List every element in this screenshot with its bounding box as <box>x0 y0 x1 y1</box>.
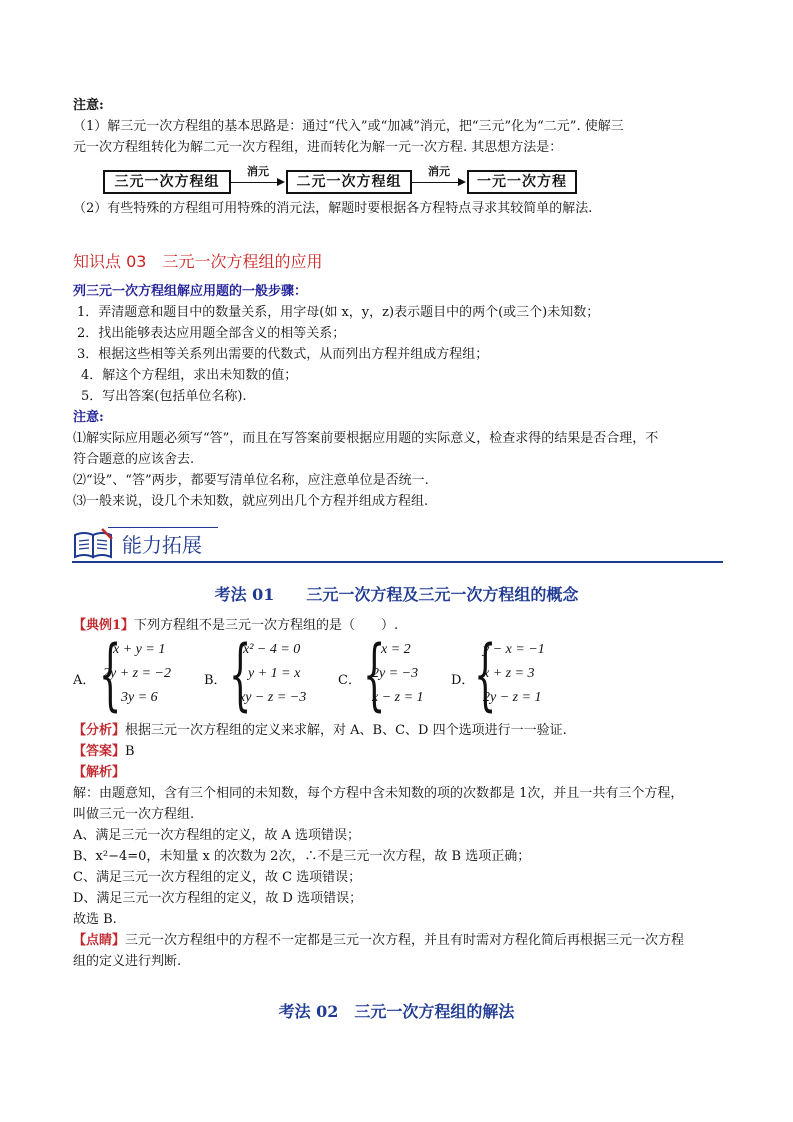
kp03-note-1: ⑴解实际应用题必须写“答”，而且在写答案前要根据应用题的实际意义，检查求得的结果是否合理，不 <box>73 431 659 446</box>
kf01-title: 考法 01 三元一次方程及三元一次方程组的概念 <box>214 585 579 604</box>
option-a-eq1: x + y = 1 <box>113 642 166 657</box>
kp03-note-2: ⑵“设”、“答”两步，都要写清单位名称，应注意单位是否统一. <box>73 473 429 488</box>
option-b-eq3: xy − z = −3 <box>239 690 307 705</box>
jiexi-line-7: 故选 B. <box>73 912 117 927</box>
option-b-label: B． <box>204 673 227 688</box>
example-text: 下列方程组不是三元一次方程组的是（ ）. <box>134 618 399 633</box>
jiexi-line-3: A、满足三元一次方程组的定义，故 A 选项错误； <box>73 828 361 843</box>
kp03-step-1: 1．弄清题意和题目中的数量关系，用字母(如 x，y，z)表示题目中的两个(或三个)未知数； <box>77 305 600 320</box>
option-c-brace: { <box>363 630 386 720</box>
jiexi-line-2: 叫做三元一次方程组. <box>73 807 195 822</box>
kf02-title: 考法 02 三元一次方程组的解法 <box>278 1002 515 1021</box>
flow-box-one-var: 一元一次方程 <box>467 170 577 194</box>
answer <box>73 744 135 760</box>
kp03-step-3: 3．根据这些相等关系列出需要的代数式，从而列出方程并组成方程组； <box>77 347 489 362</box>
jiexi-line-5: C、满足三元一次方程组的定义，故 C 选项错误； <box>73 870 362 885</box>
note-line-3: （2）有些特殊的方程组可用特殊的消元法，解题时要根据各方程特点寻求其较简单的解法. <box>73 201 593 216</box>
analysis-text: 根据三元一次方程组的定义来求解，对 A、B、C、D 四个选项进行一一验证. <box>125 723 567 738</box>
answer-text: B <box>125 744 135 759</box>
jiexi-tag: 【解析】 <box>73 765 126 780</box>
option-c-eq2: 2y = −3 <box>372 666 419 681</box>
kp03-title: 知识点 03 三元一次方程组的应用 <box>73 252 323 271</box>
note-line-1: （1）解三元一次方程组的基本思路是：通过“代入”或“加减”消元，把“三元”化为“二元”. 使解三 <box>73 119 624 134</box>
option-d-eq2: x + z = 3 <box>483 666 535 681</box>
jiexi-line-6: D、满足三元一次方程组的定义，故 D 选项错误； <box>73 891 363 906</box>
option-a-brace: { <box>99 630 122 720</box>
kp03-note-3: ⑶一般来说，设几个未知数，就应列出几个方程并组成方程组. <box>73 494 429 509</box>
analysis-tag: 【分析】 <box>73 723 126 738</box>
kp03-note-1b: 符合题意的应该舍去. <box>73 452 195 467</box>
section-divider <box>72 561 723 563</box>
jiexi-line-1: 解：由题意知，含有三个相同的未知数，每个方程中含未知数的项的次数都是 1次，并且一共有三个方程， <box>73 786 684 801</box>
dianjing-tag: 【点睛】 <box>73 933 126 948</box>
note-line-2: 元一次方程组转化为解二元一次方程组，进而转化为解一元一次方程. 其思想方法是： <box>73 140 563 155</box>
option-a-label: A． <box>73 673 96 688</box>
option-d-brace: { <box>474 630 497 720</box>
dianjing <box>73 933 684 949</box>
option-d-eq1: y − x = −1 <box>483 642 545 657</box>
kp03-step-2: 2．找出能够表达应用题全部含义的相等关系； <box>77 326 346 341</box>
option-b-brace: { <box>229 630 252 720</box>
arrowhead-2 <box>458 178 466 186</box>
option-b-eq2: y + 1 = x <box>248 666 301 681</box>
option-a-eq3: 3y = 6 <box>121 690 158 705</box>
kp03-steps-heading: 列三元一次方程组解应用题的一般步骤： <box>73 284 308 299</box>
option-c-label: C． <box>338 673 361 688</box>
jiexi-line-4: B、x²−4=0，未知量 x 的次数为 2次，∴不是三元一次方程，故 B 选项正确； <box>73 849 531 864</box>
option-c-eq1: x = 2 <box>381 642 411 657</box>
example-tag: 【典例1】 <box>73 618 135 633</box>
answer-tag: 【答案】 <box>73 744 126 759</box>
note-heading: 注意: <box>73 98 104 113</box>
analysis <box>73 723 567 739</box>
flow-box-two-var: 二元一次方程组 <box>286 170 412 194</box>
kp03-step-5: 5．写出答案(包括单位名称). <box>81 389 247 404</box>
section-header-topline <box>108 527 218 528</box>
option-a-eq2: 2y + z = −2 <box>103 666 172 681</box>
book-icon <box>72 527 116 561</box>
arrow-label-2: 消元 <box>428 165 450 178</box>
option-d-eq3: 2y − z = 1 <box>483 690 542 705</box>
section-header <box>72 523 723 565</box>
kp03-note-heading: 注意: <box>73 410 104 425</box>
arrow-1 <box>231 182 279 183</box>
arrow-2 <box>412 182 460 183</box>
kp03-step-4: 4．解这个方程组，求出未知数的值； <box>81 368 298 383</box>
dianjing-text-2: 组的定义进行判断. <box>73 954 182 969</box>
option-b-eq1: x² − 4 = 0 <box>243 642 301 657</box>
arrow-label-1: 消元 <box>247 165 269 178</box>
option-c-eq3: x − z = 1 <box>372 690 424 705</box>
dianjing-text-1: 三元一次方程组中的方程不一定都是三元一次方程，并且有时需对方程化简后再根据三元一次方程 <box>125 933 685 948</box>
section-title: 能力拓展 <box>122 533 202 557</box>
option-d-label: D． <box>451 673 475 688</box>
flow-box-three-var: 三元一次方程组 <box>103 170 231 194</box>
arrowhead-1 <box>277 178 285 186</box>
